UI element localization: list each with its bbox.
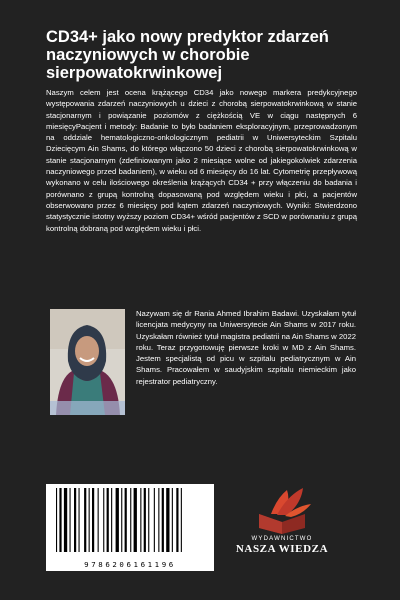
book-abstract: Naszym celem jest ocena krążącego CD34 jako nowego markera predykcyjnego występowania zdarzeń naczyniowych u dzieci z chorobą sierpowatokrwinkową w stanie stacjonarnym i powiązanie poziomów z ciężkością VE w ciągu następnych 6 miesięcyPacjent i metody: Badanie to było badaniem eksploracyjnym, przeprowadzonym na oddziale hematologiczno-onkologicznym pediatrii w Uniwersyteckim Szpitalu Dziecięcym Ain Shams, do którego włączono 50 dzieci z chorobą sierpowatokrwinkową w stanie stacjonarnym (zdefiniowanym jako 2 miesiące wolne od jakiegokolwiek zdarzenia naczyniowego przed badaniem), w wieku od 6 miesięcy do 16 lat. Cytometrię przepływową wykonano w celu ilościowego określenia krążących CD34 + przy włączeniu do badania i porównano z grupą kontrolną dopasowaną pod względem wieku i płci, a pacjentów obserwowano przez 6 miesięcy pod kątem zdarzeń naczyniowych. Wyniki: Stwierdzono statystycznie istotny wyższy poziom CD34+ wśród pacjentów z SCD w porównaniu z grupą kontrolną dobraną pod względem wieku i płci. <box>46 88 357 233</box>
isbn-number: 9786206161196 <box>84 560 176 569</box>
author-bio: Nazywam się dr Rania Ahmed Ibrahim Badawi. Uzyskałam tytuł licencjata medycyny na Uniwersytecie Ain Shams w 2017 roku. Uzyskałam również tytuł magistra pediatrii na Ain Shams w 2022 roku. Teraz przygotowuję pierwsze kroki w MD z Ain Shams. Jestem specjalistą od picu w szpitalu pediatrycznym w Ain Shams. Pracowałem w saudyjskim szpitalu niemieckim jako rejestrator pediatryczny. <box>136 309 356 386</box>
book-title: CD34+ jako nowy predyktor zdarzeń naczyniowych w chorobie sierpowatokrwinkowej <box>46 28 329 82</box>
barcode-bars <box>46 484 214 556</box>
publisher-name: NASZA WIEDZA <box>235 543 329 555</box>
isbn-barcode <box>46 484 214 571</box>
publisher-label: WYDAWNICTWO <box>251 536 313 542</box>
book-quill-icon <box>247 484 317 534</box>
author-photo <box>50 309 125 415</box>
publisher-logo <box>232 484 332 571</box>
